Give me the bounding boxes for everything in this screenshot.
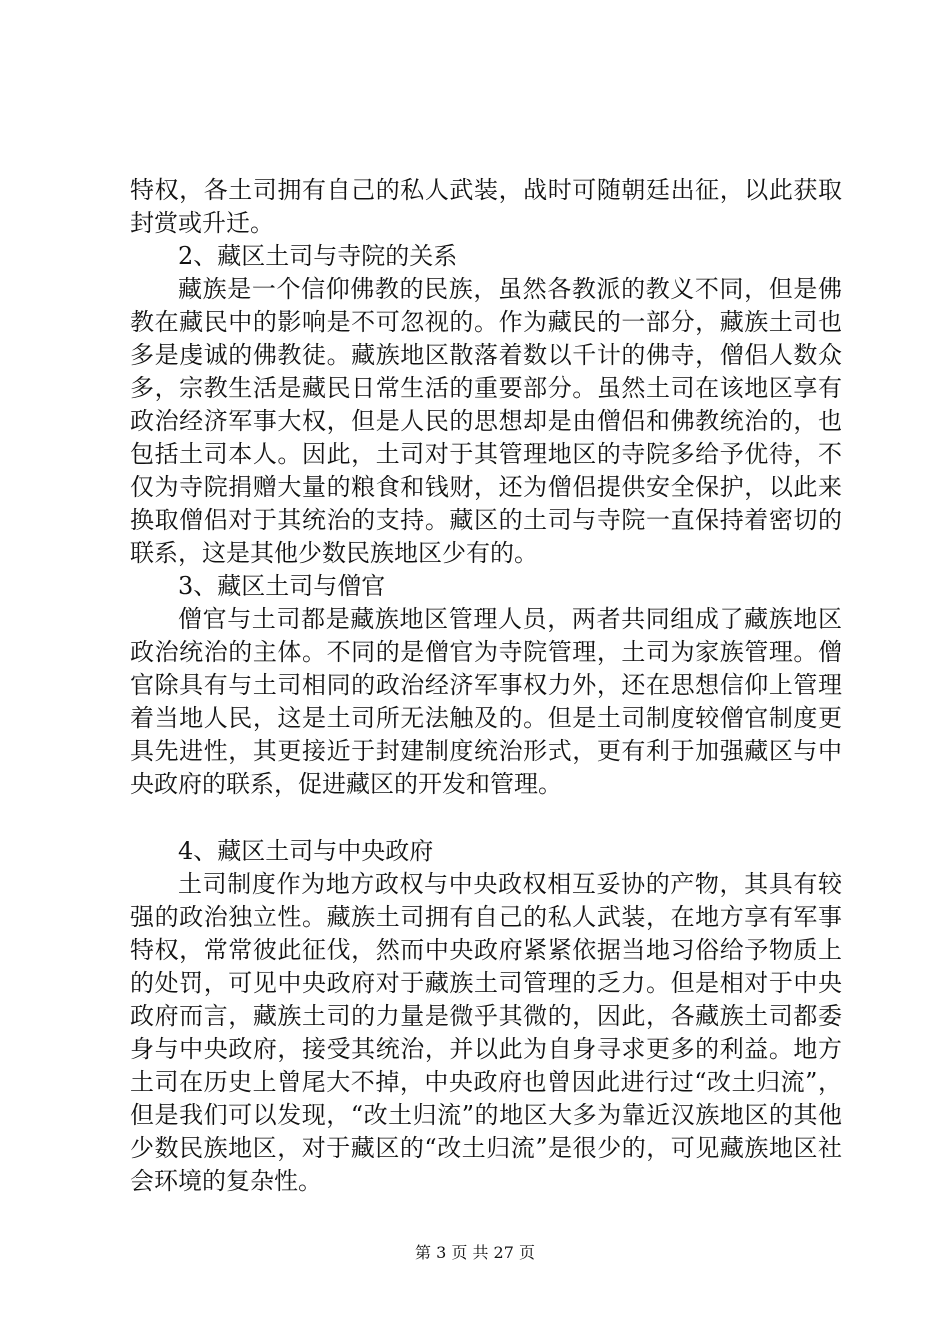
- section-heading-3: 3、藏区土司与僧官: [178, 572, 386, 600]
- page-number-footer: 第 3 页 共 27 页: [415, 1243, 535, 1262]
- paragraph-monk-officials: 僧官与土司都是藏族地区管理人员，两者共同组成了藏族地区政治统治的主体。不同的是僧官为寺院管理，土司为家族管理。僧官除具有与土司相同的政治经济军事权力外，还在思想信仰上管理着当地人民，这是土司所无法触及的。但是土司制度较僧官制度更具先进性，其更接近于封建制度统治形式，更有利于加强藏区与中央政府的联系，促进藏区的开发和管理。: [130, 605, 842, 798]
- paragraph-gap: [130, 801, 842, 835]
- paragraph-central-government: 土司制度作为地方政权与中央政权相互妥协的产物，其具有较强的政治独立性。藏族土司拥有自己的私人武装，在地方享有军事特权，常常彼此征伐，然而中央政府紧紧依据当地习俗给予物质上的处罚，可见中央政府对于藏族土司管理的乏力。但是相对于中央政府而言，藏族土司的力量是微乎其微的，因此，各藏族土司都委身与中央政府，接受其统治，并以此为自身寻求更多的利益。地方土司在历史上曾尾大不掉，中央政府也曾因此进行过“改土归流”，但是我们可以发现，“改土归流”的地区大多为靠近汉族地区的其他少数民族地区，对于藏区的“改土归流”是很少的，可见藏族地区社会环境的复杂性。: [130, 870, 842, 1195]
- paragraph-continuation: 特权，各土司拥有自己的私人武装，战时可随朝廷出征，以此获取封赏或升迁。: [130, 176, 842, 237]
- section-heading-4: 4、藏区土司与中央政府: [178, 837, 434, 865]
- document-body: [130, 174, 842, 1198]
- section-heading-2: 2、藏区土司与寺院的关系: [178, 242, 458, 270]
- paragraph-temples: 藏族是一个信仰佛教的民族，虽然各教派的教义不同，但是佛教在藏民中的影响是不可忽视的。作为藏民的一部分，藏族土司也多是虔诚的佛教徒。藏族地区散落着数以千计的佛寺，僧侣人数众多，宗教生活是藏民日常生活的重要部分。虽然土司在该地区享有政治经济军事大权，但是人民的思想却是由僧侣和佛教统治的，也包括土司本人。因此，土司对于其管理地区的寺院多给予优待，不仅为寺院捐赠大量的粮食和钱财，还为僧侣提供安全保护，以此来换取僧侣对于其统治的支持。藏区的土司与寺院一直保持着密切的联系，这是其他少数民族地区少有的。: [130, 275, 842, 567]
